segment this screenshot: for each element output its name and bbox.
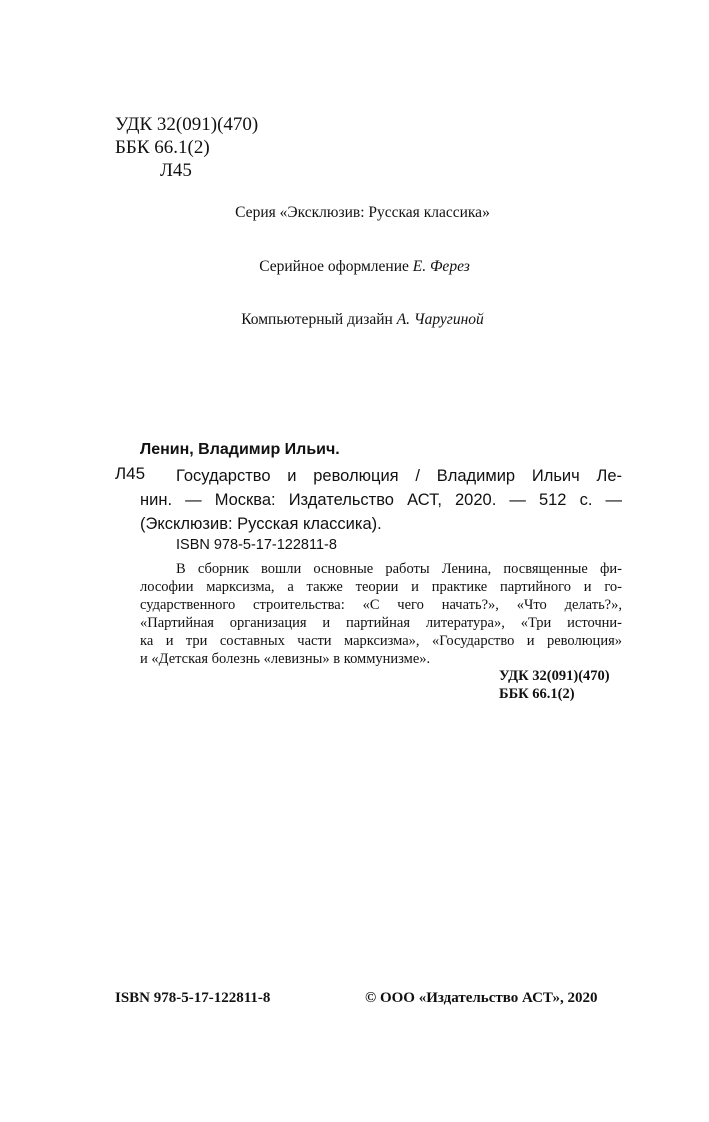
bbk-code: ББК 66.1(2): [115, 137, 210, 158]
annotation-line: ка и три составных части марксизма», «Государство и революция»: [140, 633, 622, 649]
annotation-line: В сборник вошли основные работы Ленина, посвященные фи-: [176, 561, 622, 577]
layout-designer-name: А. Чаругиной: [396, 311, 484, 328]
computer-design-credit: [8, 311, 709, 329]
record-isbn: ISBN 978-5-17-122811-8: [176, 537, 337, 553]
designer-name: Е. Ферез: [412, 258, 470, 275]
series-title: Серия «Эксклюзив: Русская классика»: [235, 204, 490, 221]
record-imprint-line: нин. — Москва: Издательство АСТ, 2020. — 512 с. —: [140, 491, 622, 509]
footer-copyright: © ООО «Издательство АСТ», 2020: [365, 990, 598, 1006]
series-design-credit: [10, 258, 709, 276]
udk-code-bottom: УДК 32(091)(470): [499, 668, 610, 684]
udk-code: УДК 32(091)(470): [115, 114, 259, 135]
record-author: Ленин, Владимир Ильич.: [140, 441, 340, 458]
record-series-line: (Эксклюзив: Русская классика).: [140, 515, 382, 533]
annotation-line: сударственного строительства: «С чего начать?», «Что делать?»,: [140, 597, 622, 613]
design-label: Серийное оформление: [259, 258, 413, 275]
annotation-line: и «Детская болезнь «левизны» в коммунизме».: [140, 651, 431, 667]
footer-isbn: ISBN 978-5-17-122811-8: [115, 990, 271, 1006]
bbk-code-bottom: ББК 66.1(2): [499, 686, 575, 702]
author-mark: Л45: [160, 160, 192, 181]
record-title-line: Государство и революция / Владимир Ильич Ле-: [176, 467, 622, 485]
annotation-line: лософии марксизма, а также теории и практике партийного и го-: [140, 579, 622, 595]
record-author-mark: Л45: [115, 464, 146, 483]
annotation-line: «Партийная организация и партийная литература», «Три источни-: [140, 615, 622, 631]
layout-label: Компьютерный дизайн: [241, 311, 397, 328]
